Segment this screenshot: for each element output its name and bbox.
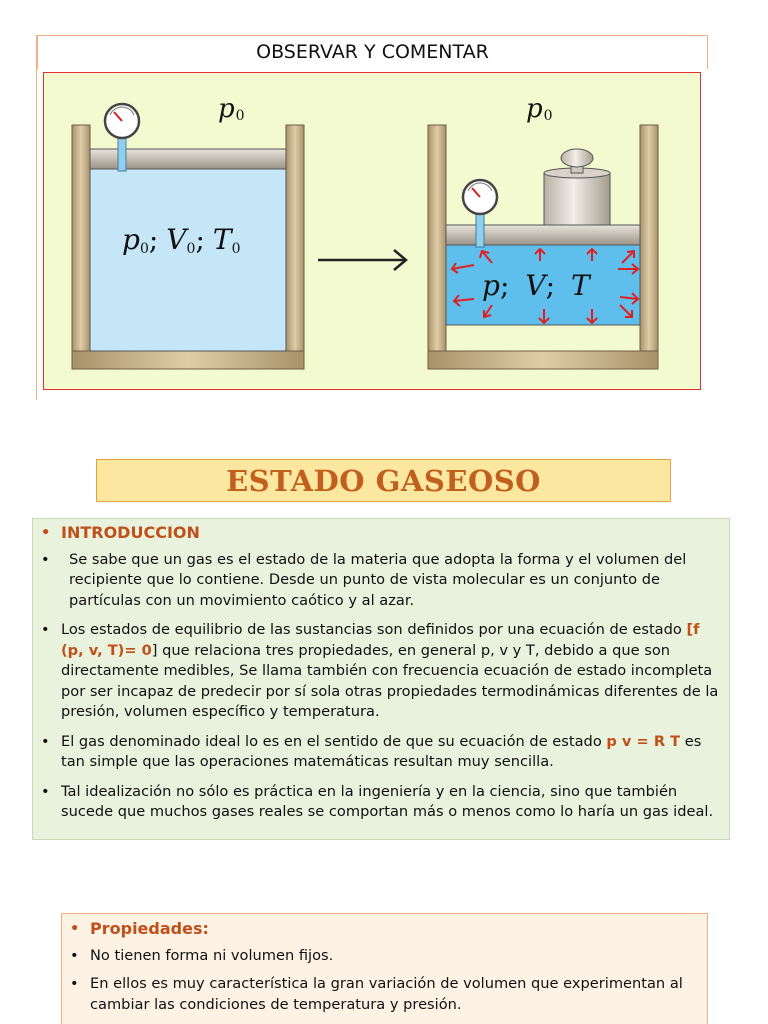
- right-state-label: p; V; T: [482, 269, 590, 302]
- props-heading-text: Propiedades:: [90, 919, 209, 938]
- pressure-gauge-icon: [105, 104, 139, 138]
- properties-section: [61, 913, 708, 1024]
- pressure-gauge-icon: [463, 180, 497, 214]
- bullet: •: [41, 550, 50, 568]
- header-title: OBSERVAR Y COMENTAR: [37, 35, 708, 69]
- intro-paragraph-1: [41, 550, 719, 612]
- left-state-label: p0; V0; T0: [122, 223, 241, 257]
- intro-heading-text: INTRODUCCION: [61, 523, 200, 542]
- props-heading: [70, 919, 697, 941]
- props-item-2: [70, 974, 697, 1015]
- bullet: •: [70, 946, 79, 964]
- main-title: ESTADO GASEOSO: [96, 459, 671, 502]
- intro-text-2b: ] que relaciona tres propiedades, en general p, v y T, debido a que son directamente medibles, Se llama también con frecuencia ecuación de estado incompleta por ser incapaz de predecir por sí sola otras propiedades termodinámicas diferentes de la presión, volumen específico y temperatura.: [61, 641, 719, 720]
- right-pressure-label: p0: [526, 94, 553, 124]
- weight-icon: [544, 149, 610, 225]
- left-pressure-label: p0: [218, 94, 245, 124]
- intro-text-4: Tal idealización no sólo es práctica en la ingeniería y en la ciencia, sino que también sucede que muchos gases reales se comportan más o menos como lo haría un gas ideal.: [61, 782, 714, 820]
- intro-paragraph-3: [41, 732, 719, 773]
- bullet: •: [41, 732, 50, 750]
- right-cylinder: [428, 125, 658, 369]
- introduction-section: [32, 518, 730, 840]
- props-text-2: En ellos es muy característica la gran variación de volumen que experimentan al cambiar las condiciones de temperatura y presión.: [90, 975, 683, 1013]
- figure-svg: [44, 73, 700, 389]
- intro-text-1: Se sabe que un gas es el estado de la materia que adopta la forma y el volumen del recipiente que lo contiene. Desde un punto de vista molecular es un conjunto de partículas con un movimiento caótico y al azar.: [69, 550, 687, 609]
- bullet: •: [70, 920, 80, 937]
- intro-text-2a: Los estados de equilibrio de las sustancias son definidos por una ecuación de estado: [61, 621, 687, 638]
- arrow-right-icon: [318, 250, 406, 270]
- props-item-1: [70, 946, 697, 967]
- left-rule: [36, 35, 37, 400]
- props-text-1: No tienen forma ni volumen fijos.: [90, 946, 334, 964]
- bullet: •: [70, 975, 79, 992]
- intro-text-3b: es tan simple que las operaciones matemáticas resultan muy sencilla.: [61, 732, 702, 770]
- bullet: •: [41, 524, 51, 541]
- intro-paragraph-2: [41, 620, 719, 723]
- bullet: •: [41, 621, 50, 638]
- state-equation-formula: [f (p, v, T)= 0: [61, 621, 700, 659]
- intro-heading: [41, 523, 719, 545]
- ideal-gas-formula: p v = R T: [606, 732, 681, 750]
- left-cylinder: [72, 104, 304, 369]
- intro-text-3a: El gas denominado ideal lo es en el sentido de que su ecuación de estado: [61, 732, 607, 750]
- bullet: •: [41, 782, 50, 800]
- intro-paragraph-4: [41, 782, 719, 823]
- gas-compression-figure: [43, 72, 701, 390]
